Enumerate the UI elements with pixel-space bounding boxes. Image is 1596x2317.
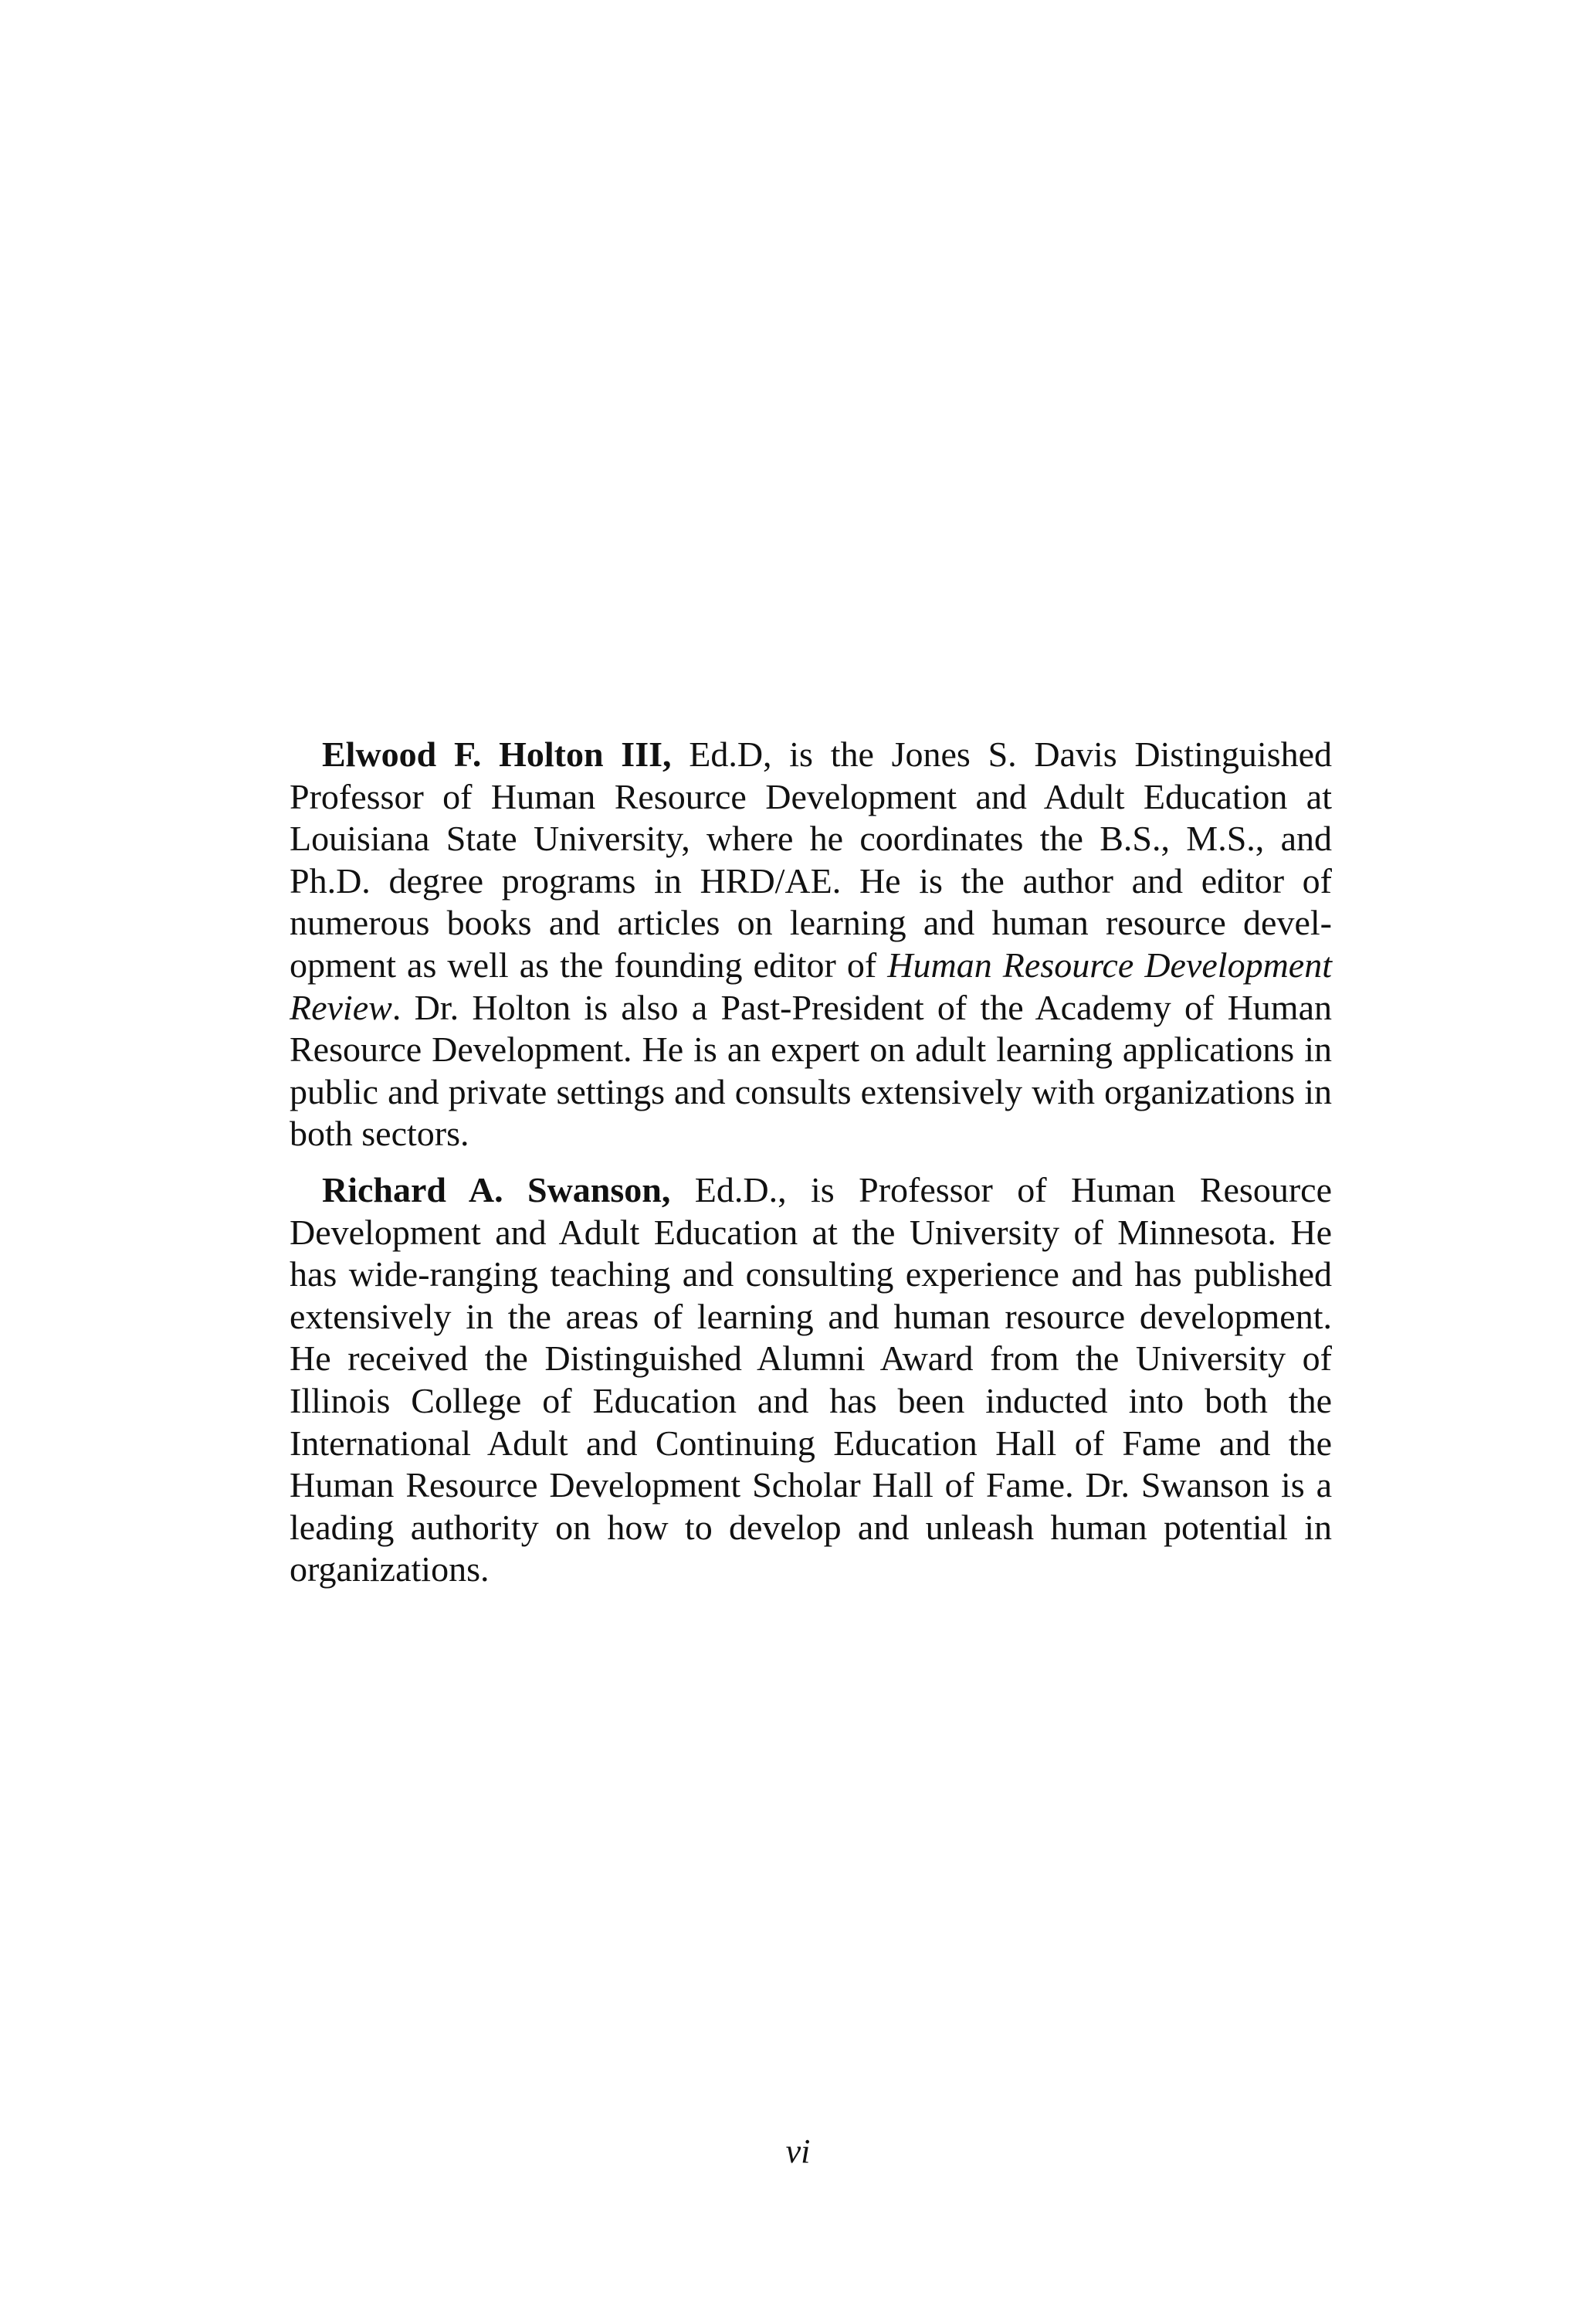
- bio-swanson-name: Richard A. Swanson,: [322, 1169, 671, 1209]
- page-number: vi: [785, 2132, 811, 2170]
- bio-holton-text-b: . Dr. Holton is also a Past-President of the Academy of Human Resource Development. He is an expert on adult learning applications in public and private settings and consults extensively with organizations in both sectors.: [290, 987, 1332, 1154]
- bio-swanson: [290, 1169, 1332, 1591]
- journal-title: Human Resource Development Review: [290, 945, 1332, 1027]
- bio-holton-text-a: Ed.D, is the Jones S. Davis Distinguished Professor of Human Resource Development and Adult Education at Louisiana State University, where he coordinates the B.S., M.S., and Ph.D. degree programs in HRD/AE. He is the author and editor of numerous books and articles on learning and human resource development as well as the founding editor of: [290, 734, 1332, 985]
- bio-swanson-text: Ed.D., is Professor of Human Resource Development and Adult Education at the University of Minnesota. He has wide-ranging teaching and consulting experience and has published extensively in the areas of learning and human resource development. He received the Distinguished Alumni Award from the University of Illinois College of Education and has been inducted into both the International Adult and Continuing Education Hall of Fame and the Human Resource Development Scholar Hall of Fame. Dr. Swanson is a leading authority on how to develop and unleash human potential in organizations.: [290, 1169, 1332, 1589]
- bio-holton-name: Elwood F. Holton III,: [322, 734, 672, 774]
- bio-holton: [290, 734, 1332, 1155]
- author-bios: [290, 734, 1332, 1605]
